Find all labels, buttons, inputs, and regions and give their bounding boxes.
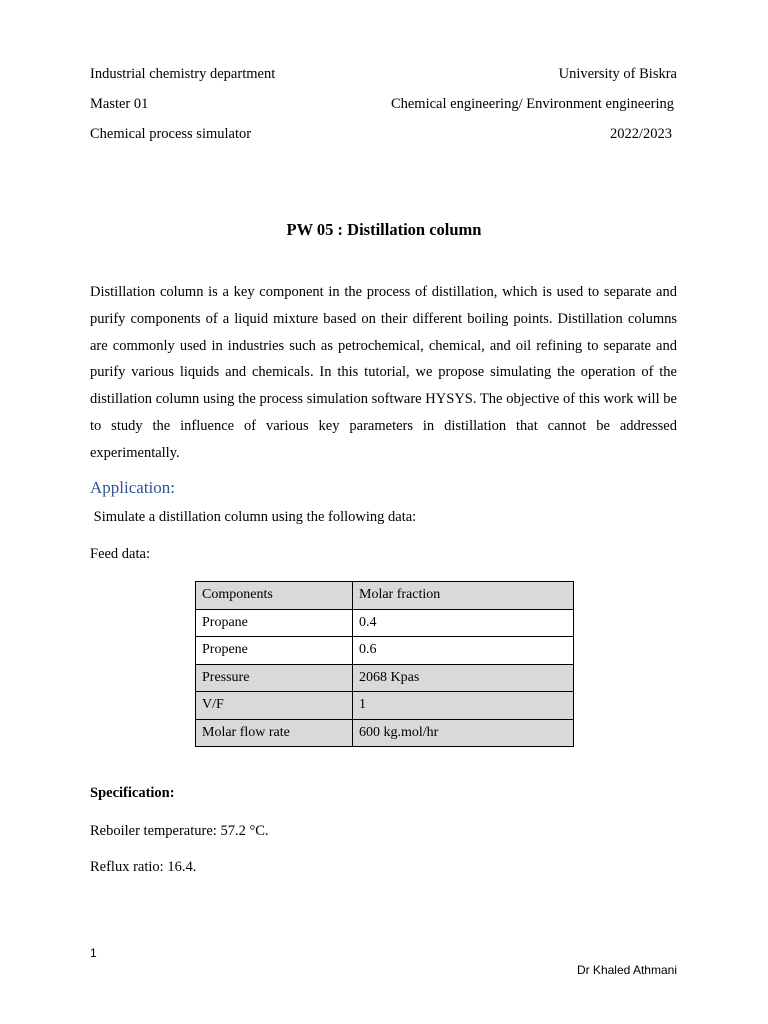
table-row: [196, 692, 574, 720]
course-label: Chemical process simulator: [90, 126, 252, 142]
specialty-label: Chemical engineering/ Environment engineering: [390, 96, 674, 112]
reboiler-temperature: Reboiler temperature: 57.2 °C.: [90, 823, 269, 839]
page-title: PW 05 : Distillation column: [286, 220, 482, 239]
table-row: [196, 609, 574, 637]
application-instruction: Simulate a distillation column using the following data:: [90, 509, 417, 525]
year-label: 2022/2023: [609, 126, 672, 142]
table-cell-value: 600 kg.mol/hr: [353, 719, 574, 747]
feed-data-label: Feed data:: [90, 546, 150, 562]
table-row: [196, 637, 574, 665]
department-label: Industrial chemistry department: [90, 66, 276, 82]
table-row: [196, 664, 574, 692]
table-cell-value: Molar fraction: [353, 582, 574, 610]
author-name: Dr Khaled Athmani: [576, 963, 677, 977]
university-label: University of Biskra: [558, 66, 677, 82]
level-label: Master 01: [90, 96, 149, 112]
reflux-ratio: Reflux ratio: 16.4.: [90, 859, 197, 875]
table-cell-value: 1: [353, 692, 574, 720]
table-cell-parameter: Propene: [196, 637, 353, 665]
intro-paragraph: Distillation column is a key component in the process of distillation, which is used to separate and purify components of a liquid mixture based on their different boiling points. Distillation columns are commonly used in industries such as petrochemical, chemical, and oil refining to separate and purify various liquids and chemicals. In this tutorial, we propose simulating the operation of the distillation column using the process simulation software HYSYS. The objective of this work will be to study the influence of various key parameters in distillation that cannot be addressed experimentally.: [90, 284, 677, 461]
table-cell-parameter: Propane: [196, 609, 353, 637]
table-cell-parameter: Pressure: [196, 664, 353, 692]
table-cell-parameter: V/F: [196, 692, 353, 720]
application-heading: Application:: [90, 478, 175, 497]
page-number: 1: [90, 946, 97, 960]
specification-heading: Specification:: [90, 785, 175, 801]
table-cell-parameter: Components: [196, 582, 353, 610]
table-row: [196, 582, 574, 610]
table-cell-value: 0.6: [353, 637, 574, 665]
feed-data-table: [195, 581, 574, 747]
table-cell-value: 0.4: [353, 609, 574, 637]
table-cell-value: 2068 Kpas: [353, 664, 574, 692]
table-row: [196, 719, 574, 747]
table-cell-parameter: Molar flow rate: [196, 719, 353, 747]
